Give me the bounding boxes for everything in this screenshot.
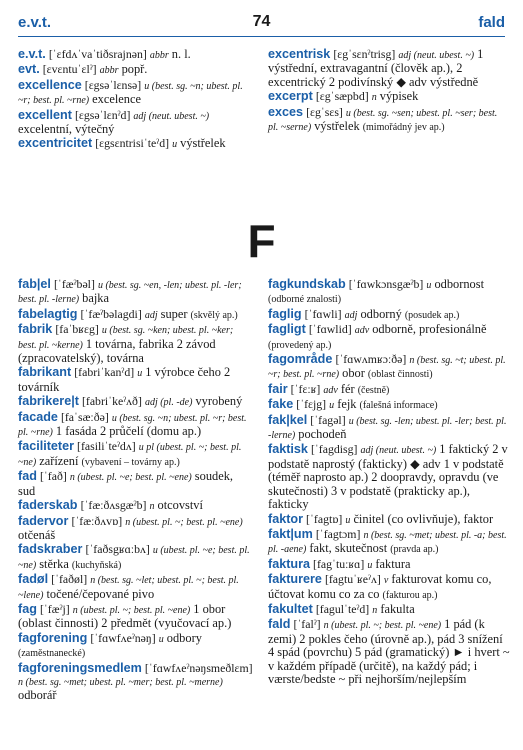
pronunciation: [fagtuˈʁeˀʌ]: [324, 572, 381, 587]
pronunciation: [ˈfɑwli]: [304, 306, 342, 321]
pronunciation: [ˈfɑwfʌeˀnәŋsmeðlɛm]: [144, 660, 253, 675]
grammar-note: u (best. sg. ~sen; ubest. pl. ~ser; best. pl. ~serne): [268, 107, 498, 134]
headword: excellence: [18, 77, 82, 92]
pronunciation: [ɛvɛntuˈɛlˀ]: [42, 62, 97, 77]
grammar-note: adj (neut. ubest. ~): [133, 110, 210, 122]
pronunciation: [ɛgsәˈlɛnsә]: [84, 77, 142, 92]
translation: odborář: [18, 688, 57, 703]
pronunciation: [ˈfɑwʌmʁɔːðә]: [335, 352, 407, 367]
senses: 1 faktický 2 v podstatě naprostý (fakticky) ◆ adv 1 v podstatě (téměř naprosto ap.) 2 doopravdy, opravdu (ve skutečnosti) 3 v podstatě (prakticky ap.), fakticky: [268, 442, 508, 512]
translation: činitel (co ovlivňuje), faktor: [353, 511, 494, 526]
usage-note: (pravda ap.): [390, 544, 439, 556]
translation: soudek, sud: [18, 469, 233, 498]
usage-note: (mimořádný jev ap.): [362, 122, 445, 134]
grammar-note: u: [426, 280, 432, 291]
grammar-note: u (best. sg. ~n; ubest. pl. ~r; best. pl. ~rne): [18, 80, 243, 107]
grammar-note: n: [371, 92, 377, 104]
senses: 1 fasáda 2 průčelí (domu ap.): [55, 424, 202, 439]
dictionary-entry: [18, 137, 248, 151]
translation: stěrka: [39, 556, 69, 571]
dictionary-entry: [18, 632, 253, 661]
dictionary-entry: [18, 48, 248, 62]
dictionary-entry: [268, 398, 510, 412]
dictionary-entry: [18, 499, 253, 513]
senses: 1 pád (k zemi) 2 pokles čeho (úrovně ap.), pád 3 snížení 4 spád (povrchu) 5 pád (gramatický) ► i hvert ~ v každém případě (určitě), na každý pád; i værste/bedste ~ při nejhorším/nejlepším: [268, 617, 510, 686]
headword: fagområde: [268, 352, 333, 367]
translation: pochodeň: [298, 427, 347, 442]
headword: fad: [18, 469, 37, 484]
pronunciation: [fabriˈkanˀd]: [74, 365, 135, 380]
grammar-note: adj (pl. -de): [144, 397, 193, 409]
headword: fair: [268, 381, 288, 396]
headword: excentricitet: [18, 136, 93, 151]
senses: 1 výstřední, extravagantní (člověk ap.), 2 excentrický 2 podivínský ◆ adv výstředně: [268, 47, 484, 89]
pronunciation: [ˈfaðøl]: [51, 572, 88, 587]
grammar-note: n (best. sg. ~t; ubest. pl. ~r; best. pl. ~rne): [268, 355, 506, 381]
top-left-column: [18, 48, 248, 153]
headword: fab|el: [18, 277, 51, 291]
pronunciation: [ˈfɛjg]: [296, 397, 327, 412]
headword: faglig: [268, 306, 302, 321]
translation: výstřelek: [314, 119, 360, 134]
dictionary-entry: [268, 48, 508, 89]
usage-note: (zaměstnanecké): [18, 648, 86, 660]
translation: obor: [342, 366, 365, 381]
dictionary-entry: [268, 513, 510, 527]
dictionary-entry: [18, 308, 253, 322]
grammar-note: u: [158, 633, 164, 645]
top-right-column: [268, 48, 508, 135]
grammar-note: u: [137, 368, 143, 380]
headword: fakultet: [268, 601, 313, 616]
dictionary-entry: [268, 603, 510, 617]
headword: faderskab: [18, 498, 78, 513]
pronunciation: [ˈfað]: [39, 469, 67, 484]
headword: fag: [18, 601, 37, 616]
pronunciation: [ɛgsɛntrisiˈteˀd]: [95, 136, 170, 151]
grammar-note: adj (neut. ubest. ~): [360, 445, 437, 457]
headword: evt.: [18, 62, 40, 77]
dictionary-entry: [268, 618, 510, 686]
dictionary-entry: [18, 323, 253, 365]
pronunciation: [fasiliˈteˀdʌ]: [77, 439, 136, 454]
dictionary-entry: [268, 106, 508, 135]
translation: excelentní, výtečný: [18, 122, 115, 137]
headword: faktor: [268, 511, 303, 526]
translation: výstřelek: [180, 136, 226, 151]
section-letter: F: [247, 215, 276, 267]
headword: exces: [268, 104, 304, 119]
dictionary-entry: [18, 366, 253, 394]
pronunciation: [ˈfæˀbәl]: [53, 277, 95, 291]
grammar-note: u: [367, 559, 373, 571]
translation: faktura: [375, 556, 411, 571]
pronunciation: [ˈfaðsgʁɑːbʌ]: [85, 542, 150, 557]
pronunciation: [ɛgˈsæpbd]: [315, 89, 369, 104]
dictionary-entry: [18, 515, 253, 543]
translation: zařízení: [39, 453, 79, 468]
translation: popř.: [121, 62, 148, 77]
dictionary-entry: [268, 558, 510, 572]
translation: fakulta: [380, 601, 415, 616]
pronunciation: [ˈfagdisg]: [310, 442, 358, 457]
translation: vyrobený: [195, 394, 243, 409]
headword: faciliteter: [18, 439, 74, 454]
pronunciation: [ˈɛfdʌˈvaˈtiðsrajnәn]: [48, 47, 147, 61]
pronunciation: [ˈfɑwlid]: [308, 322, 352, 337]
grammar-note: n: [372, 604, 378, 616]
dictionary-entry: [18, 470, 253, 498]
dictionary-entry: [268, 90, 508, 104]
pronunciation: [ˈfagtɔm]: [315, 526, 361, 541]
dictionary-entry: [268, 278, 510, 307]
grammar-note: u (best. sg. ~en, -len; ubest. pl. -ler; best. pl. -lerne): [18, 280, 242, 306]
translation: točené/čepované pivo: [46, 586, 155, 601]
headword: fakturere: [268, 572, 322, 587]
grammar-note: u: [172, 139, 178, 151]
grammar-note: n (ubest. pl. ~; best. pl. ~ene): [72, 604, 191, 616]
headword: fagligt: [268, 322, 306, 337]
dictionary-entry: [18, 109, 248, 137]
dictionary-entry: [18, 63, 248, 77]
pronunciation: [fagˈtuːʁɑ]: [313, 556, 365, 571]
headword: facade: [18, 409, 58, 424]
usage-note: (skvělý ap.): [190, 309, 238, 321]
headword: excellent: [18, 107, 72, 122]
translation: odbornost: [434, 277, 485, 291]
pronunciation: [ˈfæːðʌvɒ]: [71, 513, 123, 528]
pronunciation: [fagulˈteˀd]: [315, 601, 370, 616]
grammar-note: u pl (ubest. pl. ~; best. pl. ~ne): [18, 442, 242, 468]
translation: n. l.: [171, 47, 191, 61]
dictionary-entry: [18, 278, 253, 307]
translation: super: [160, 306, 188, 321]
dictionary-entry: [18, 79, 248, 108]
grammar-note: u (best. sg. ~ken; ubest. pl. ~ker; best. pl. ~kerne): [18, 325, 234, 351]
usage-note: (kuchyňská): [71, 559, 122, 571]
dictionary-entry: [18, 411, 253, 440]
translation: fakt, skutečnost: [309, 541, 388, 556]
translation: fakturovat komu co, účtovat komu co za co: [268, 572, 492, 601]
dictionary-entry: [18, 573, 253, 602]
grammar-note: u: [329, 400, 335, 412]
headword: fabrikere|t: [18, 394, 79, 409]
headword: fadøl: [18, 572, 49, 587]
translation: odborný: [360, 306, 402, 321]
translation: výpisek: [379, 89, 419, 104]
dictionary-entry: [18, 662, 253, 703]
dictionary-entry: [268, 573, 510, 602]
grammar-note: n: [149, 501, 155, 513]
dictionary-entry: [268, 323, 510, 352]
headword: fabrik: [18, 322, 53, 337]
headword: fabrikant: [18, 365, 72, 380]
grammar-note: abbr: [149, 50, 169, 61]
headword: e.v.t.: [18, 47, 46, 61]
grammar-note: u: [345, 514, 351, 526]
senses: 1 továrna, fabrika 2 závod (zpracovatelský), továrna: [18, 336, 216, 366]
pronunciation: [faˈbʁɛg]: [55, 322, 99, 337]
grammar-note: u (best. sg. ~n; ubest. pl. ~r; best. pl. ~rne): [18, 412, 247, 439]
headword: excentrisk: [268, 47, 331, 61]
translation: otčenáš: [18, 527, 56, 542]
main-right-column: [268, 278, 510, 687]
header-right-guideword: fald: [478, 14, 505, 31]
senses: 1 výrobce čeho 2 továrník: [18, 365, 231, 394]
translation: fejk: [337, 397, 357, 412]
page-header: [18, 10, 505, 34]
pronunciation: [faˈsæːðә]: [60, 409, 109, 424]
usage-note: (fakturou ap.): [382, 589, 438, 601]
headword: excerpt: [268, 89, 313, 104]
pronunciation: [ˈfæˀj]: [39, 601, 70, 616]
pronunciation: [ˈfalˀ]: [293, 617, 321, 632]
headword: fadervor: [18, 513, 69, 528]
header-left-guideword: e.v.t.: [18, 14, 52, 31]
translation: bajka: [82, 291, 109, 306]
grammar-note: n (best. sg. ~met; ubest. pl. -a; best. pl. -aene): [268, 529, 507, 556]
pronunciation: [ɛgˈsɛnˀtrisg]: [333, 47, 396, 61]
grammar-note: adj: [144, 309, 158, 321]
grammar-note: adv: [323, 384, 338, 396]
grammar-note: adj: [344, 309, 358, 321]
translation: otcovství: [157, 498, 203, 513]
headword: fagkundskab: [268, 277, 346, 291]
dictionary-entry: [268, 308, 510, 322]
grammar-note: n (best. sg. ~let; ubest. pl. ~; best. pl. ~lene): [18, 575, 239, 601]
grammar-note: u (best. sg. -len; ubest. pl. -ler; best. pl. -lerne): [268, 415, 507, 442]
main-left-column: [18, 278, 253, 704]
usage-note: (odborné znalosti): [268, 294, 342, 306]
headword: fagforening: [18, 630, 88, 645]
usage-note: (falešná informace): [359, 400, 438, 412]
dictionary-entry: [18, 440, 253, 469]
headword: fake: [268, 397, 294, 412]
dictionary-entry: [268, 443, 510, 511]
headword: fabelagtig: [18, 306, 78, 321]
grammar-note: n (ubest. pl. ~; best. pl. ~ene): [125, 516, 243, 528]
grammar-note: u (ubest. pl. ~e; best. pl. ~ne): [18, 545, 250, 571]
pronunciation: [ˈfagtɒ]: [306, 511, 343, 526]
usage-note: (oblast činnosti): [367, 369, 433, 381]
page-number: 74: [252, 13, 271, 30]
headword: fakt|um: [268, 526, 313, 541]
usage-note: (posudek ap.): [404, 309, 460, 321]
grammar-note: n (ubest. pl. ~; best. pl. ~ene): [323, 620, 442, 632]
dictionary-entry: [18, 603, 253, 631]
dictionary-entry: [268, 528, 510, 557]
headword: faktisk: [268, 442, 308, 457]
pronunciation: [ˈfæˀbәlagdi]: [80, 306, 142, 321]
pronunciation: [ˈfagәl]: [310, 412, 346, 427]
pronunciation: [ˈfɛːʁ]: [290, 381, 321, 396]
grammar-note: n (best. sg. ~met; ubest. pl. ~mer; best. pl. ~merne): [18, 676, 223, 688]
pronunciation: [ɛgsәˈlɛnˀd]: [74, 107, 131, 122]
translation: odbory: [166, 630, 202, 645]
headword: faktura: [268, 556, 310, 571]
grammar-note: v: [383, 575, 389, 587]
senses: 1 obor (oblast činnosti) 2 předmět (vyučovací ap.): [18, 601, 232, 631]
pronunciation: [ˈfɑwkɔnsgæˀb]: [348, 277, 424, 291]
grammar-note: adj (neut. ubest. ~): [398, 50, 475, 61]
translation: fér: [340, 381, 355, 396]
dictionary-entry: [18, 543, 253, 572]
translation: excelence: [92, 92, 141, 107]
headword: fagforeningsmedlem: [18, 660, 142, 675]
grammar-note: adv: [354, 325, 370, 337]
dictionary-entry: [18, 395, 253, 409]
dictionary-entry: [268, 353, 510, 382]
grammar-note: abbr: [99, 65, 119, 77]
usage-note: (vybavení – továrny ap.): [81, 456, 180, 468]
headword: fadskraber: [18, 542, 83, 557]
dictionary-entry: [268, 383, 510, 397]
usage-note: (čestně): [357, 384, 390, 396]
grammar-note: n (ubest. pl. ~e; best. pl. ~ene): [69, 472, 192, 484]
translation: odborně, profesionálně: [372, 322, 487, 337]
pronunciation: [ˈfɑwfʌeˀnәŋ]: [90, 630, 156, 645]
headword: fald: [268, 617, 291, 632]
header-rule: [18, 36, 505, 37]
headword: fak|kel: [268, 412, 308, 427]
pronunciation: [ɛgˈsɛs]: [306, 104, 343, 119]
pronunciation: [ˈfæːðʌsgæˀb]: [80, 498, 147, 513]
usage-note: (provedený ap.): [268, 339, 332, 351]
pronunciation: [fabriˈkeˀʌð]: [81, 394, 142, 409]
dictionary-entry: [268, 414, 510, 443]
